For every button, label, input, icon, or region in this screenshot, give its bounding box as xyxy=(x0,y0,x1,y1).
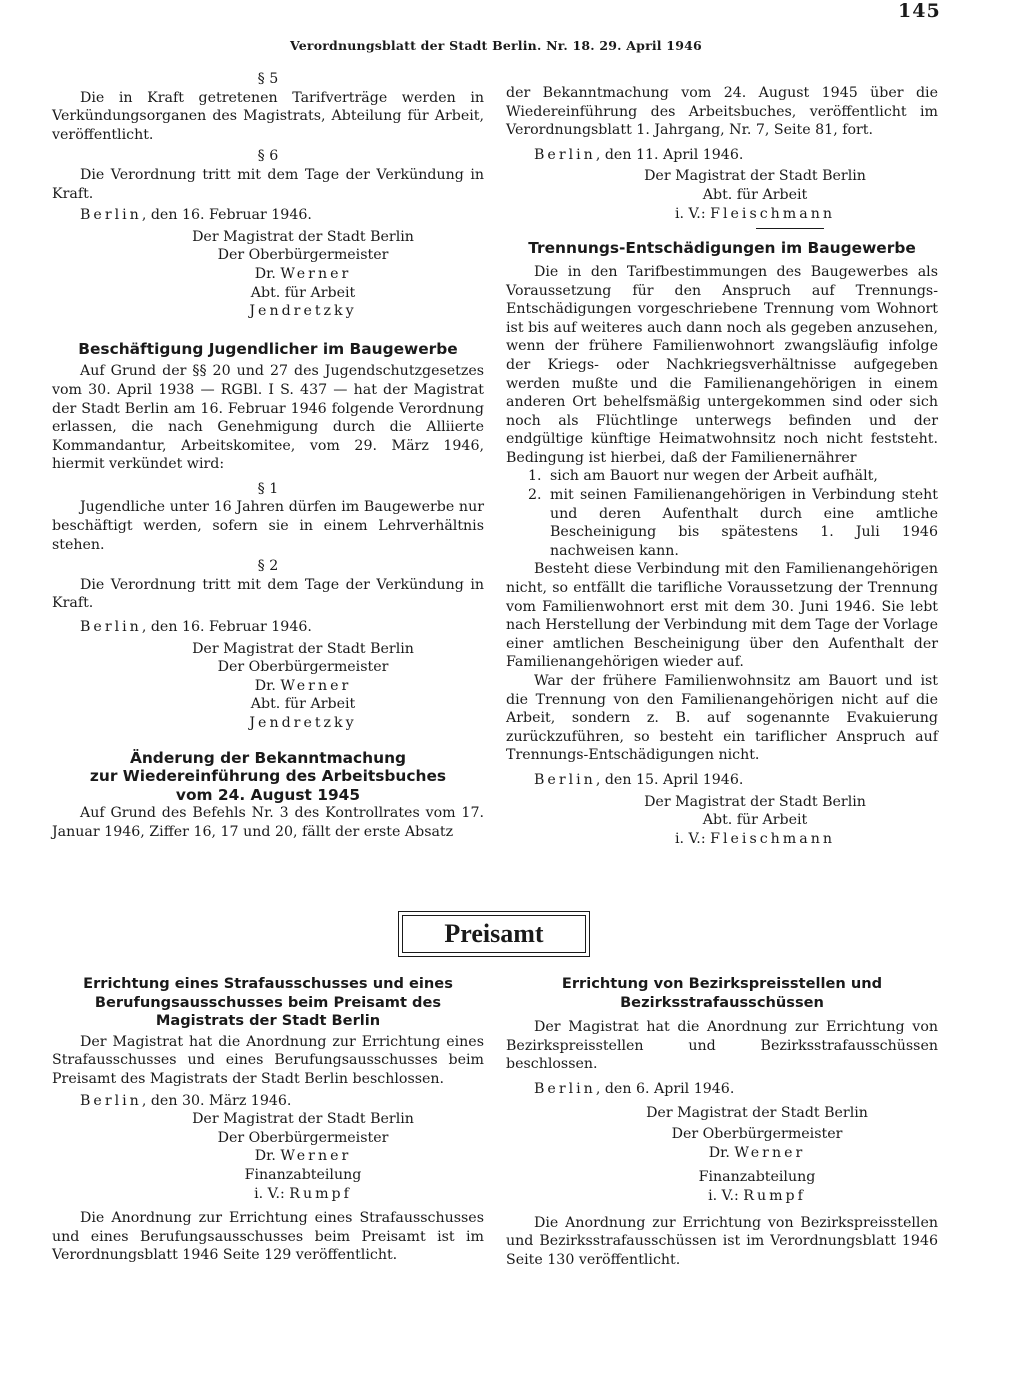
date: , den 30. März 1946. xyxy=(141,1092,292,1109)
date: , den 6. April 1946. xyxy=(595,1080,735,1097)
signature-name: Jendretzky xyxy=(249,715,357,731)
section-title: Preisamt xyxy=(444,919,544,948)
paragraph: Der Magistrat hat die Anordnung zur Errichtung von Bezirkspreisstellen und Bezirksstrafausschüssen beschlossen. xyxy=(506,1019,938,1073)
paragraph: Besteht diese Verbindung mit den Familienangehörigen nicht, so entfällt die tarifliche Voraussetzung der Trennung vom Familienwohnort erst mit dem 30. Juni 1946. Sie lebt nach Herstellung der Verbindung mit dem Tage der Vorlage einer amtlichen Bescheinigung über den Aufenthalt der Familienangehörigen wieder auf. xyxy=(506,561,938,671)
place-date xyxy=(52,206,484,225)
section-heading: § 5 xyxy=(257,71,279,87)
paragraph: War der frühere Familienwohnsitz am Bauort und ist die Trennung von den Familienangehörigen nicht auf die Arbeit, sondern z. B. auf sogenannte Evakuierung zurückzuführen, so besteht ein tariflicher Anspruch auf Trennungs-Entschädigungen nicht. xyxy=(506,673,938,764)
signature-line: Der Oberbürgermeister xyxy=(217,659,389,676)
signature-prefix: i. V.: xyxy=(708,1187,739,1204)
signature-line: Abt. für Arbeit xyxy=(702,812,808,829)
place-city: Berlin xyxy=(80,1092,142,1109)
signature-line: Der Oberbürgermeister xyxy=(217,247,389,264)
signature-line xyxy=(576,1144,938,1163)
signature-line: Finanzabteilung xyxy=(698,1169,816,1186)
title-line: vom 24. August 1945 xyxy=(175,785,361,804)
signature-name: Jendretzky xyxy=(249,303,357,320)
section-heading: § 2 xyxy=(257,558,279,575)
signature-block xyxy=(506,1104,938,1206)
place-city: Berlin xyxy=(534,146,596,163)
signature-line: Der Magistrat der Stadt Berlin xyxy=(644,793,866,810)
signature-line xyxy=(122,1185,484,1204)
place-date xyxy=(52,618,484,637)
place-city: Berlin xyxy=(80,619,142,636)
signature-line xyxy=(122,677,484,696)
article-title: Beschäftigung Jugendlicher im Baugewerbe xyxy=(78,339,458,358)
signature-line xyxy=(122,1147,484,1166)
list-item xyxy=(506,467,938,486)
signature-line xyxy=(122,265,484,284)
right-column-bottom xyxy=(506,975,938,1269)
date: , den 15. April 1946. xyxy=(595,771,744,788)
place-date xyxy=(506,1080,938,1099)
section-heading: § 6 xyxy=(257,148,279,165)
paragraph: Der Magistrat hat die Anordnung zur Errichtung eines Strafausschusses und eines Berufungsausschusses beim Preisamt des Magistrats der Stadt Berlin beschlossen. xyxy=(52,1033,484,1087)
signature-line: Der Magistrat der Stadt Berlin xyxy=(646,1104,868,1121)
paragraph: Die in den Tarifbestimmungen des Baugewerbes als Voraussetzung für den Anspruch auf Trennungs-Entschädigungen vorgeschriebene Trennung vom Wohnort ist bis auf weiteres auch dann noch als gegeben anzusehen, wenn der frühere Familienwohnort zwangsläufig infolge der Kriegs- oder Nachkriegsverhältnisse aufgegeben werden mußte und die Familienangehörigen in einem anderen Ort behelfsmäßig untergekommen sind oder sich noch als Flüchtlinge unterwegs befinden und der endgültige künftige Heimatwohnsitz noch nicht feststeht. Bedingung ist hierbei, daß der Familienernährer xyxy=(506,263,938,466)
list-number: 2. xyxy=(528,487,542,504)
signature-line: Abt. für Arbeit xyxy=(702,186,808,203)
place-city: Berlin xyxy=(534,771,596,788)
paragraph: der Bekanntmachung vom 24. August 1945 über die Wiedereinführung des Arbeitsbuches, veröffentlicht im Verordnungsblatt 1. Jahrgang, Nr. 7, Seite 81, fort. xyxy=(506,85,938,139)
article-title: Errichtung eines Strafausschusses und eines Berufungsausschusses beim Preisamt des Magistrats der Stadt Berlin xyxy=(83,975,453,1030)
paragraph: Auf Grund des Befehls Nr. 3 des Kontrollrates vom 17. Januar 1946, Ziffer 16, 17 und 20, fällt der erste Absatz xyxy=(52,805,484,840)
list-item xyxy=(506,486,938,560)
signature-name: Werner xyxy=(280,265,352,282)
signature-name: Werner xyxy=(734,1144,806,1161)
signature-line: Finanzabteilung xyxy=(244,1166,362,1183)
signature-prefix: Dr. xyxy=(254,265,276,282)
signature-line: Der Oberbürgermeister xyxy=(671,1126,843,1143)
place-city: Berlin xyxy=(534,1080,596,1097)
title-line: Änderung der Bekanntmachung xyxy=(129,748,407,767)
list-text: sich am Bauort nur wegen der Arbeit aufhält, xyxy=(550,468,878,485)
list-number: 1. xyxy=(528,468,542,485)
signature-line xyxy=(576,1187,938,1206)
signature-prefix: Dr. xyxy=(254,677,276,694)
signature-line: Der Magistrat der Stadt Berlin xyxy=(192,1111,414,1128)
signature-prefix: i. V.: xyxy=(674,205,706,222)
signature-name: Rumpf xyxy=(743,1187,806,1204)
date: , den 11. April 1946. xyxy=(595,146,744,163)
paragraph: Die Verordnung tritt mit dem Tage der Verkündung in Kraft. xyxy=(52,166,484,202)
signature-line xyxy=(572,830,938,849)
section-title-box xyxy=(398,911,590,957)
signature-name: Fleischmann xyxy=(710,205,835,222)
signature-prefix: Dr. xyxy=(254,1148,276,1165)
signature-prefix: i. V.: xyxy=(674,830,706,847)
signature-line: Der Oberbürgermeister xyxy=(217,1129,389,1146)
paragraph: Auf Grund der §§ 20 und 27 des Jugendschutzgesetzes vom 30. April 1938 — RGBl. I S. 437 — hat der Magistrat der Stadt Berlin am 16. Februar 1946 folgende Verordnung erlassen, die nach Genehmigung durch die Alliierte Kommandantur, Arbeitskomitee, vom 29. März 1946, hiermit verkündet wird: xyxy=(52,363,484,473)
section-heading: § 1 xyxy=(257,480,279,497)
signature-name: Werner xyxy=(280,1148,352,1165)
signature-prefix: Dr. xyxy=(708,1144,730,1161)
article-title: Errichtung von Bezirkspreisstellen und Bezirksstrafausschüssen xyxy=(561,975,883,1011)
signature-name: Rumpf xyxy=(289,1185,352,1202)
article-title xyxy=(52,749,484,805)
place-city: Berlin xyxy=(80,207,142,224)
paragraph: Die in Kraft getretenen Tarifverträge werden in Verkündungsorganen des Magistrats, Abteilung für Arbeit, veröffentlicht. xyxy=(52,89,484,143)
signature-line: Der Magistrat der Stadt Berlin xyxy=(192,228,414,245)
signature-name: Fleischmann xyxy=(710,830,835,847)
signature-name: Werner xyxy=(280,677,352,694)
date: , den 16. Februar 1946. xyxy=(141,619,312,636)
page-number: 145 xyxy=(898,0,941,22)
signature-line: Der Magistrat der Stadt Berlin xyxy=(192,640,414,657)
signature-prefix: i. V.: xyxy=(254,1185,285,1202)
title-line: zur Wiedereinführung des Arbeitsbuches xyxy=(89,767,447,786)
signature-line: Abt. für Arbeit xyxy=(250,696,356,713)
paragraph: Die Anordnung zur Errichtung eines Strafausschusses und eines Berufungsausschusses beim Preisamt ist im Verordnungsblatt 1946 Seite 129 veröffentlicht. xyxy=(52,1210,484,1264)
signature-line: Der Magistrat der Stadt Berlin xyxy=(644,168,866,185)
signature-block xyxy=(506,167,938,223)
place-date xyxy=(52,1092,484,1111)
left-column-bottom xyxy=(52,975,484,1265)
left-column-top xyxy=(52,70,484,842)
right-column-top xyxy=(506,84,938,848)
signature-line: Abt. für Arbeit xyxy=(250,284,356,301)
running-head: Verordnungsblatt der Stadt Berlin. Nr. 18. 29. April 1946 xyxy=(290,38,702,53)
date: , den 16. Februar 1946. xyxy=(141,207,312,224)
list-text: mit seinen Familienangehörigen in Verbindung steht und deren Aufenthalt durch eine amtliche Bescheinigung bis spätestens 1. Juli 1946 nachweisen kann. xyxy=(550,487,938,559)
signature-block xyxy=(52,228,484,321)
place-date xyxy=(506,146,938,165)
signature-block xyxy=(52,640,484,733)
article-title: Trennungs-Entschädigungen im Baugewerbe xyxy=(528,239,916,258)
paragraph: Jugendliche unter 16 Jahren dürfen im Baugewerbe nur beschäftigt werden, sofern sie in einem Lehrverhältnis stehen. xyxy=(52,499,484,553)
signature-line xyxy=(572,205,938,224)
signature-block xyxy=(52,1110,484,1203)
place-date xyxy=(506,771,938,790)
paragraph: Die Anordnung zur Errichtung von Bezirkspreisstellen und Bezirksstrafausschüssen ist im Verordnungsblatt 1946 Seite 130 veröffentlicht. xyxy=(506,1214,938,1268)
signature-block xyxy=(506,793,938,849)
paragraph: Die Verordnung tritt mit dem Tage der Verkündung in Kraft. xyxy=(52,576,484,612)
divider xyxy=(756,228,824,229)
